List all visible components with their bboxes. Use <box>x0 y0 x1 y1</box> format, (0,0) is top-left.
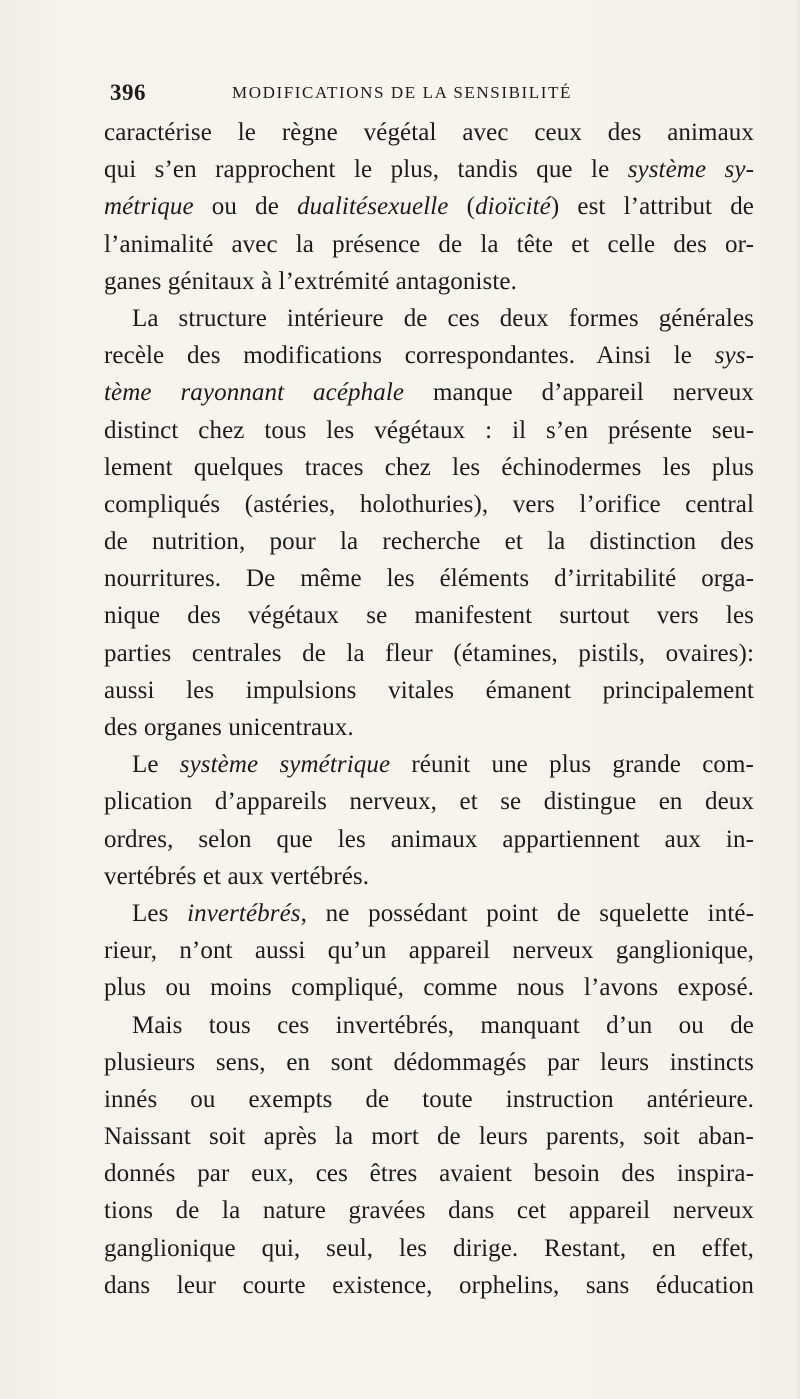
text-line <box>104 1007 754 1044</box>
text-line <box>104 374 754 411</box>
text-line <box>104 932 754 969</box>
text-line <box>104 226 754 263</box>
text-run: dans leur courte existence, orphelins, sans éducation <box>104 1271 754 1299</box>
text-run: , ne possédant point de squelette inté- <box>300 899 755 927</box>
page-edge-shadow <box>794 0 800 1399</box>
text-run: l’animalité avec la présence de la tête et celle des or- <box>104 230 754 258</box>
text-line <box>104 635 754 672</box>
text-run: aussi les impulsions vitales émanent principalement <box>104 676 754 704</box>
text-line <box>104 1044 754 1081</box>
italic-text: sys- <box>714 342 754 370</box>
italic-text: invertébrés <box>187 899 301 927</box>
text-run: ) est l’attribut de <box>550 193 755 221</box>
text-run: nique des végétaux se manifestent surtout vers les <box>104 602 754 630</box>
text-line <box>104 746 754 783</box>
text-run: lement quelques traces chez les échinodermes les plus <box>104 453 754 481</box>
text-line <box>104 672 754 709</box>
italic-text: tème rayonnant acéphale <box>104 379 405 407</box>
text-run: compliqués (astéries, holothuries), vers l’orifice central <box>104 490 754 518</box>
text-line <box>104 560 754 597</box>
text-line <box>104 1192 754 1229</box>
text-line <box>104 895 754 932</box>
text-run: qui s’en rapprochent le plus, tandis que le <box>104 156 628 184</box>
text-line <box>104 1081 754 1118</box>
italic-text: métrique <box>104 193 194 221</box>
page-header <box>110 80 670 108</box>
text-run: Les <box>132 899 188 927</box>
text-run: La structure intérieure de ces deux formes générales <box>132 304 754 332</box>
text-run: ( <box>448 193 476 221</box>
text-line <box>104 821 754 858</box>
text-line <box>104 858 754 895</box>
italic-text: dioïcité <box>475 193 551 221</box>
text-run: des organes unicentraux. <box>104 714 354 741</box>
text-line <box>104 263 754 300</box>
text-run: vertébrés et aux vertébrés. <box>104 862 370 890</box>
italic-text: système sy- <box>627 156 755 184</box>
text-line <box>104 1230 754 1267</box>
text-run: réunit une plus grande com- <box>390 751 754 779</box>
text-run: plication d’appareils nerveux, et se distingue en deux <box>104 788 754 816</box>
text-run: ganes génitaux à l’extrémité antagoniste. <box>104 267 517 295</box>
text-line <box>104 783 754 820</box>
text-run: Le <box>132 751 180 779</box>
text-run: ou de <box>193 193 298 221</box>
text-line <box>104 597 754 634</box>
italic-text: dualitésexuelle <box>297 193 449 221</box>
text-run: ordres, selon que les animaux appartiennent aux in- <box>104 825 754 853</box>
text-line <box>104 449 754 486</box>
text-run: Mais tous ces invertébrés, manquant d’un ou de <box>132 1011 754 1039</box>
body-text <box>104 114 754 1304</box>
text-run: plus ou moins compliqué, comme nous l’avons exposé. <box>104 974 754 1002</box>
text-run: ganglionique qui, seul, les dirige. Restant, en effet, <box>104 1234 754 1262</box>
text-run: innés ou exempts de toute instruction antérieure. <box>104 1085 754 1113</box>
text-run: distinct chez tous les végétaux : il s’en présente seu- <box>104 416 754 444</box>
text-run: plusieurs sens, en sont dédommagés par leurs instincts <box>104 1048 754 1076</box>
text-line <box>104 969 754 1006</box>
italic-text: système symétrique <box>179 751 391 779</box>
text-run: parties centrales de la fleur (étamines, pistils, ovaires): <box>104 639 754 667</box>
text-line <box>104 486 754 523</box>
text-run: donnés par eux, ces êtres avaient besoin des inspira- <box>104 1160 754 1188</box>
text-line <box>104 188 754 225</box>
text-line <box>104 151 754 188</box>
text-run: Naissant soit après la mort de leurs parents, soit aban- <box>104 1123 754 1151</box>
text-run: recèle des modifications correspondantes. Ainsi le <box>104 342 715 370</box>
text-run: nourritures. De même les éléments d’irritabilité orga- <box>104 565 754 593</box>
text-run: manque d’appareil nerveux <box>404 379 754 407</box>
text-run: rieur, n’ont aussi qu’un appareil nerveux ganglionique, <box>104 937 754 965</box>
text-line <box>104 114 754 151</box>
text-line <box>104 523 754 560</box>
text-line <box>104 1155 754 1192</box>
text-line <box>104 300 754 337</box>
text-line <box>104 337 754 374</box>
text-line <box>104 1118 754 1155</box>
text-line <box>104 412 754 449</box>
text-run: caractérise le règne végétal avec ceux des animaux <box>104 119 754 146</box>
text-line <box>104 709 754 746</box>
text-line <box>104 1267 754 1304</box>
running-head: MODIFICATIONS DE LA SENSIBILITÉ <box>232 83 573 102</box>
page-number: 396 <box>110 80 146 105</box>
text-run: tions de la nature gravées dans cet appareil nerveux <box>104 1197 754 1225</box>
text-run: de nutrition, pour la recherche et la distinction des <box>104 528 754 556</box>
